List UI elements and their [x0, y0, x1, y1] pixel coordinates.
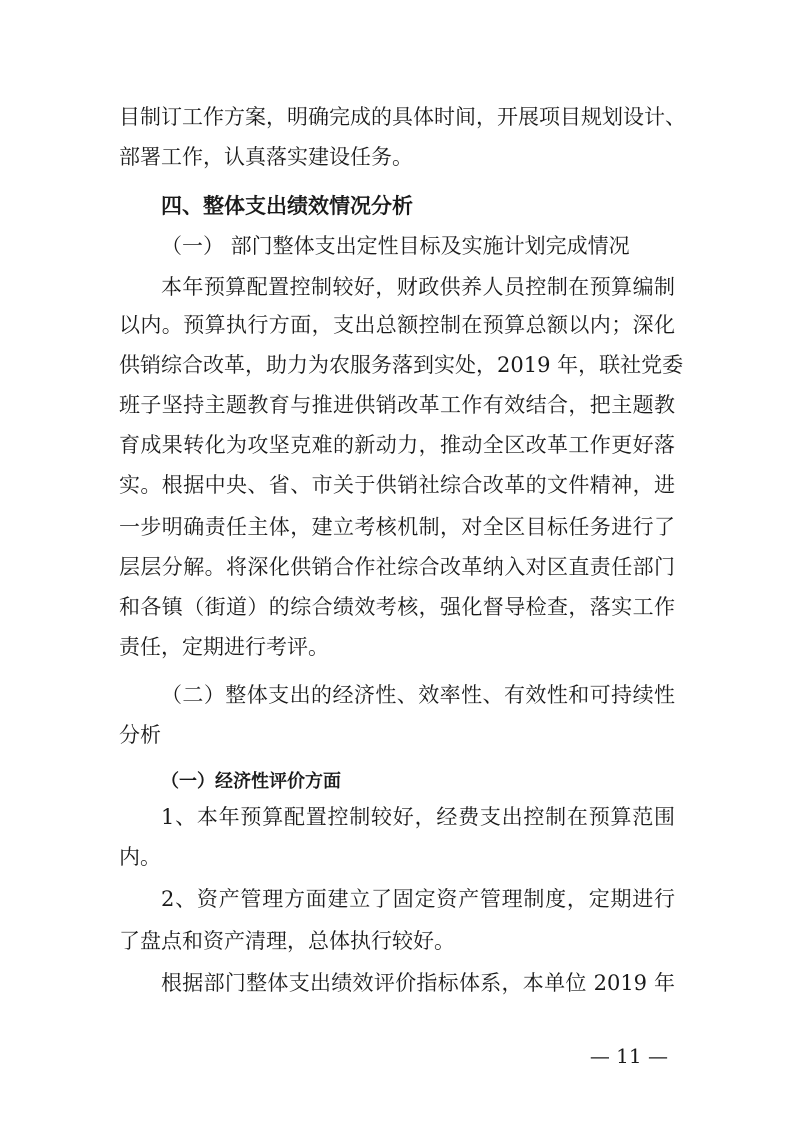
subsection-title: 分析 — [119, 723, 161, 747]
body-line: 层层分解。将深化供销合作社综合改革纳入对区直责任部门 — [119, 555, 675, 579]
body-line: 1、本年预算配置控制较好，经费支出控制在预算范围 — [161, 805, 675, 829]
body-line: 部署工作，认真落实建设任务。 — [119, 145, 413, 169]
body-line: 内。 — [119, 845, 161, 869]
section-heading: 四、整体支出绩效情况分析 — [161, 194, 413, 218]
body-line: 根据部门整体支出绩效评价指标体系，本单位 2019 年 — [161, 971, 675, 995]
body-line: 育成果转化为攻坚克难的新动力，推动全区改革工作更好落 — [119, 433, 675, 457]
body-line: 2、资产管理方面建立了固定资产管理制度，定期进行 — [161, 887, 675, 911]
body-line: 供销综合改革，助力为农服务落到实处，2019 年，联社党委 — [119, 353, 684, 377]
body-line: 本年预算配置控制较好，财政供养人员控制在预算编制 — [161, 275, 675, 299]
subsection-bold-title: （一）经济性评价方面 — [161, 771, 341, 792]
page-number: — 11 — — [589, 1044, 668, 1068]
body-line: 以内。预算执行方面，支出总额控制在预算总额以内；深化 — [119, 313, 675, 337]
body-line: 了盘点和资产清理，总体执行较好。 — [119, 929, 455, 953]
body-line: 和各镇（街道）的综合绩效考核，强化督导检查，落实工作 — [119, 595, 675, 619]
body-line: 实。根据中央、省、市关于供销社综合改革的文件精神，进 — [119, 473, 675, 497]
body-line: 责任，定期进行考评。 — [119, 635, 329, 659]
subsection-title: （一） 部门整体支出定性目标及实施计划完成情况 — [161, 234, 630, 258]
body-line: 一步明确责任主体，建立考核机制，对全区目标任务进行了 — [119, 515, 675, 539]
body-line: 目制订工作方案，明确完成的具体时间，开展项目规划设计、 — [119, 105, 686, 129]
subsection-title: （二）整体支出的经济性、效率性、有效性和可持续性 — [161, 683, 675, 707]
body-line: 班子坚持主题教育与推进供销改革工作有效结合，把主题教 — [119, 393, 675, 417]
